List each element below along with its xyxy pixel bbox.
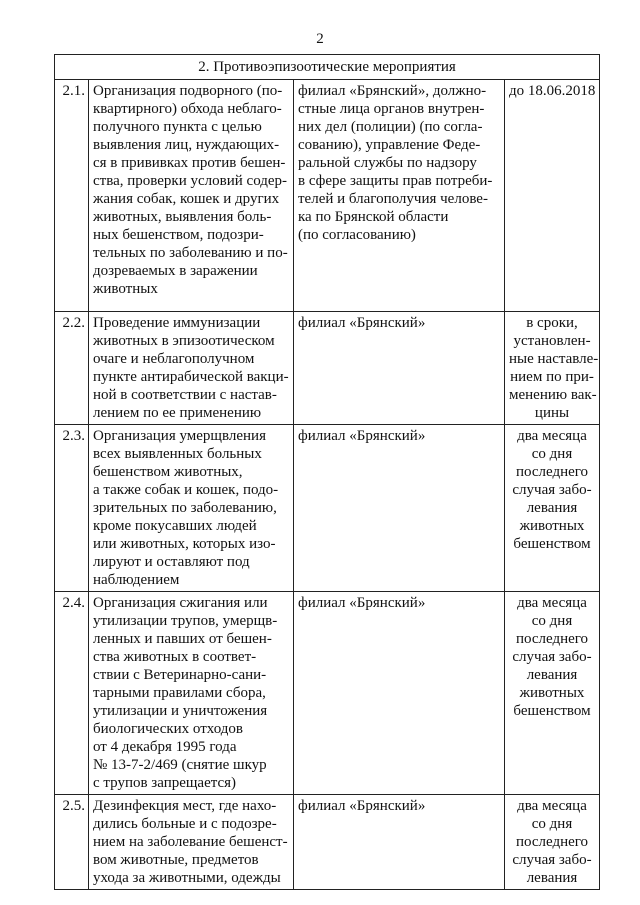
activity-cell-line: биологических отходов <box>93 721 243 737</box>
activity-cell <box>89 312 294 425</box>
activity-cell <box>89 425 294 592</box>
activity-cell-line: дились больные и с подозре- <box>93 816 277 832</box>
item-number: 2.4. <box>55 592 89 795</box>
responsible-cell-line: ка по Брянской области <box>298 209 449 225</box>
page-number: 2 <box>316 31 324 47</box>
deadline-cell-line: нием по при- <box>510 369 594 385</box>
activity-cell <box>89 80 294 312</box>
activity-cell-line: выявления лиц, нуждающих- <box>93 137 280 153</box>
deadline-cell-line: ные наставле- <box>509 351 599 367</box>
activity-cell-line: ной в соответствии с настав- <box>93 387 277 403</box>
deadline-cell <box>505 592 600 795</box>
activity-cell-line: Проведение иммунизации <box>93 315 261 331</box>
deadline-cell-line: последнего <box>515 834 589 850</box>
responsible-cell <box>294 312 505 425</box>
activity-cell-line: получного пункта с целью <box>93 119 262 135</box>
activity-cell <box>89 592 294 795</box>
deadline-cell-line: животных <box>519 518 585 534</box>
responsible-cell-line: них дел (полиции) (по согла- <box>298 119 483 135</box>
activity-cell-line: вом животные, предметов <box>93 852 259 868</box>
deadline-cell-line: цины <box>534 405 570 421</box>
deadline-cell-line: случая забо- <box>512 852 592 868</box>
activity-cell-line: тарными правилами сбора, <box>93 685 266 701</box>
activity-cell-line: ства животных в соответ- <box>93 649 257 665</box>
activity-cell-line: а также собак и кошек, подо- <box>93 482 279 498</box>
responsible-cell-line: ральной службы по надзору <box>298 155 477 171</box>
deadline-cell-line: два месяца <box>517 798 587 814</box>
responsible-cell-line: филиал «Брянский», должно- <box>298 83 487 99</box>
item-number: 2.5. <box>55 795 89 890</box>
responsible-cell <box>294 425 505 592</box>
activity-cell-line: пункте антирабической вакци- <box>93 369 289 385</box>
table-row <box>55 592 600 795</box>
deadline-cell-line: бешенством <box>513 703 591 719</box>
deadline-cell-line: животных <box>519 685 585 701</box>
activity-cell-line: животных, выявления боль- <box>93 209 272 225</box>
responsible-cell-line: филиал «Брянский» <box>298 798 426 814</box>
responsible-cell-line: филиал «Брянский» <box>298 428 426 444</box>
activity-cell-line: дозреваемых в заражении <box>93 263 258 279</box>
activity-cell-line: наблюдением <box>93 572 180 588</box>
activity-cell-line: Дезинфекция мест, где нахо- <box>93 798 277 814</box>
activity-cell-line: Организация умерщвления <box>93 428 266 444</box>
activity-cell-line: ных бешенством, подозри- <box>93 227 264 243</box>
activity-cell-line: зрительных по заболеванию, <box>93 500 277 516</box>
deadline-cell-line: левания <box>526 667 578 683</box>
activity-cell-line: № 13-7-2/469 (снятие шкур <box>93 757 267 773</box>
deadline-cell <box>505 80 600 312</box>
deadline-cell-line: два месяца <box>517 595 587 611</box>
responsible-cell-line: в сфере защиты прав потреби- <box>298 173 493 189</box>
deadline-cell-line: в сроки, <box>526 315 578 331</box>
activity-cell-line: тельных по заболеванию и по- <box>93 245 288 261</box>
responsible-cell-line: филиал «Брянский» <box>298 595 426 611</box>
responsible-cell <box>294 80 505 312</box>
activity-cell-line: очаге и неблагополучном <box>93 351 255 367</box>
activity-cell-line: животных в эпизоотическом <box>93 333 275 349</box>
activity-cell-line: утилизации и уничтожения <box>93 703 268 719</box>
activity-cell-line: лением по ее применению <box>93 405 262 421</box>
item-number: 2.3. <box>55 425 89 592</box>
deadline-cell <box>505 795 600 890</box>
activity-cell-line: с трупов запрещается) <box>93 775 237 791</box>
deadline-cell-line: установлен- <box>513 333 591 349</box>
deadline-cell-line: до 18.06.2018 <box>509 83 596 99</box>
deadline-cell <box>505 425 600 592</box>
activity-cell <box>89 795 294 890</box>
activity-cell-line: ленных и павших от бешен- <box>93 631 272 647</box>
activity-cell-line: всех выявленных больных <box>93 446 262 462</box>
measures-table <box>54 54 600 890</box>
deadline-cell-line: два месяца <box>517 428 587 444</box>
deadline-cell-line: со дня <box>531 446 573 462</box>
activity-cell-line: ся в прививках против бешен- <box>93 155 286 171</box>
deadline-cell-line: со дня <box>531 613 573 629</box>
responsible-cell-line: (по согласованию) <box>298 227 416 243</box>
activity-cell-line: ствии с Ветеринарно-сани- <box>93 667 267 683</box>
activity-cell-line: ства, проверки условий содер- <box>93 173 288 189</box>
deadline-cell-line: менению вак- <box>509 387 597 403</box>
deadline-cell-line: последнего <box>515 464 589 480</box>
activity-cell-line: лируют и оставляют под <box>93 554 250 570</box>
deadline-cell-line: последнего <box>515 631 589 647</box>
activity-cell-line: Организация сжигания или <box>93 595 268 611</box>
activity-cell-line: квартирного) обхода неблаго- <box>93 101 282 117</box>
deadline-cell-line: со дня <box>531 816 573 832</box>
deadline-cell-line: левания <box>526 870 578 886</box>
activity-cell-line: животных <box>93 281 158 297</box>
responsible-cell <box>294 795 505 890</box>
table-row <box>55 80 600 312</box>
deadline-cell-line: случая забо- <box>512 482 592 498</box>
section-title: 2. Противоэпизоотические мероприятия <box>55 55 600 80</box>
table-row <box>55 795 600 890</box>
activity-cell-line: жания собак, кошек и других <box>93 191 280 207</box>
responsible-cell-line: стные лица органов внутрен- <box>298 101 485 117</box>
responsible-cell-line: филиал «Брянский» <box>298 315 426 331</box>
section-header-row <box>55 55 600 80</box>
activity-cell-line: ухода за животными, одежды <box>93 870 281 886</box>
item-number: 2.2. <box>55 312 89 425</box>
responsible-cell-line: телей и благополучия челове- <box>298 191 488 207</box>
responsible-cell <box>294 592 505 795</box>
activity-cell-line: от 4 декабря 1995 года <box>93 739 237 755</box>
deadline-cell-line: бешенством <box>513 536 591 552</box>
table-row <box>55 425 600 592</box>
activity-cell-line: кроме покусавших людей <box>93 518 257 534</box>
item-number: 2.1. <box>55 80 89 312</box>
activity-cell-line: нием на заболевание бешенст- <box>93 834 288 850</box>
activity-cell-line: утилизации трупов, умерщв- <box>93 613 278 629</box>
deadline-cell <box>505 312 600 425</box>
activity-cell-line: Организация подворного (по- <box>93 83 283 99</box>
responsible-cell-line: сованию), управление Феде- <box>298 137 481 153</box>
deadline-cell-line: случая забо- <box>512 649 592 665</box>
activity-cell-line: бешенством животных, <box>93 464 243 480</box>
activity-cell-line: или животных, которых изо- <box>93 536 276 552</box>
deadline-cell-line: левания <box>526 500 578 516</box>
table-row <box>55 312 600 425</box>
